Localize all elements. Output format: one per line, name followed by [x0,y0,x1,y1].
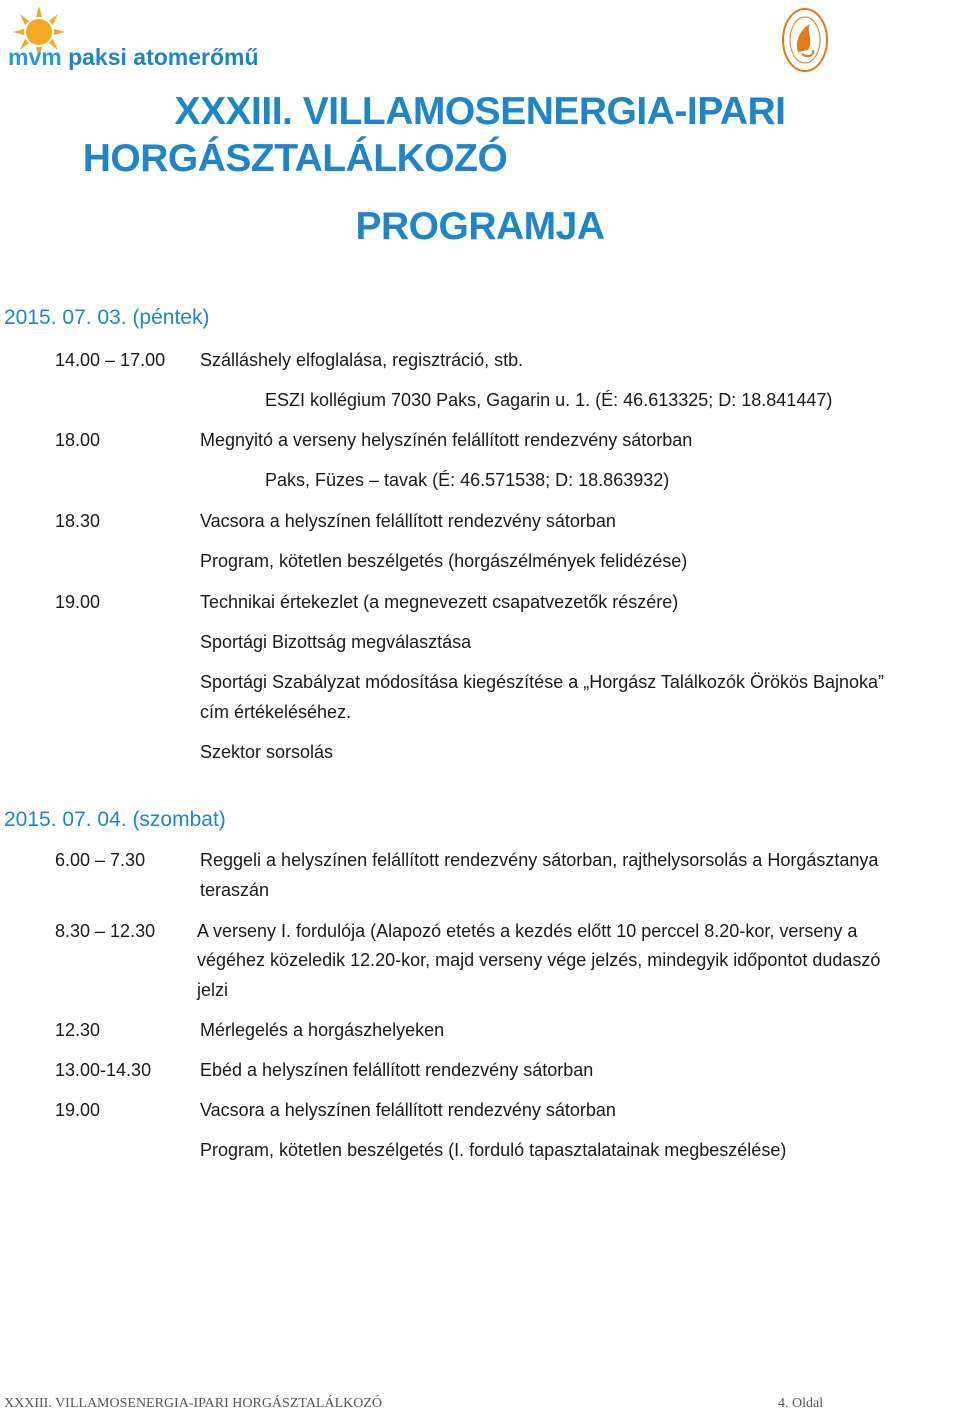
day2-e2-text-b: végéhez közeledik 12.20-kor, majd verseny vége jelzés, mindegyik időpontot dudaszó [197,950,881,970]
day2-e4-time: 13.00-14.30 [55,1060,152,1080]
brand-prefix: mvm [8,44,62,70]
day1-e1-time: 14.00 – 17.00 [55,350,166,370]
day1-e3-text: Vacsora a helyszínen felállított rendezvény sátorban [200,511,616,531]
day1-e1-text: Szálláshely elfoglalása, regisztráció, stb. [200,350,524,370]
day1-e4-sub2b: cím értékeléséhez. [200,702,352,722]
day2-e4-text: Ebéd a helyszínen felállított rendezvény sátorban [200,1060,594,1080]
day2-e3-time: 12.30 [55,1020,101,1040]
day1-e1-sub: ESZI kollégium 7030 Paks, Gagarin u. 1. (É: 46.613325; D: 18.841447) [265,390,833,410]
day2-e5-sub: Program, kötetlen beszélgetés (I. forduló tapasztalatainak megbeszélése) [200,1140,787,1160]
day2-e1-text-b: teraszán [200,880,270,900]
fishing-club-seal [780,6,830,74]
fish-seal-icon [780,6,830,74]
day1-e3-time: 18.30 [55,511,101,531]
footer-page-number: 4. Oldal [778,1396,824,1411]
day2-e3-text: Mérlegelés a horgászhelyeken [200,1020,445,1040]
day2-e1-time: 6.00 – 7.30 [55,850,146,870]
brand-label: paksi atomerőmű [68,44,259,70]
day1-e2-text: Megnyitó a verseny helyszínén felállított rendezvény sátorban [200,430,693,450]
brand-name [8,44,259,71]
day1-e4-sub3: Szektor sorsolás [200,742,334,762]
day1-e4-time: 19.00 [55,592,101,612]
day1-e3-sub: Program, kötetlen beszélgetés (horgászélmények felidézése) [200,551,688,571]
footer-title: XXXIII. VILLAMOSENERGIA-IPARI HORGÁSZTALÁLKOZÓ [4,1396,383,1411]
day1-e4-sub2a: Sportági Szabályzat módosítása kiegészítése a „Horgász Találkozók Örökös Bajnoka” [200,672,885,692]
title-line-1: XXXIII. VILLAMOSENERGIA-IPARI [174,90,786,133]
day1-date: 2015. 07. 03. (péntek) [4,306,210,329]
day2-e2-time: 8.30 – 12.30 [55,921,156,941]
day1-e2-sub: Paks, Füzes – tavak (É: 46.571538; D: 18.863932) [265,470,670,490]
title-line-2: HORGÁSZTALÁLKOZÓ [82,137,508,180]
day2-e1-text-a: Reggeli a helyszínen felállított rendezvény sátorban, rajthelysorsolás a Horgásztanya [200,850,879,870]
day2-e2-text-a: A verseny I. fordulója (Alapozó etetés a kezdés előtt 10 perccel 8.20-kor, verseny a [197,921,858,941]
day1-e4-text: Technikai értekezlet (a megnevezett csapatvezetők részére) [200,592,679,612]
day2-e5-time: 19.00 [55,1100,101,1120]
day2-e2-text-c: jelzi [197,980,229,1000]
day1-e2-time: 18.00 [55,430,101,450]
day2-date: 2015. 07. 04. (szombat) [4,808,226,831]
day2-e5-text: Vacsora a helyszínen felállított rendezvény sátorban [200,1100,616,1120]
day1-e4-sub1: Sportági Bizottság megválasztása [200,632,472,652]
title-line-3: PROGRAMJA [355,205,605,248]
